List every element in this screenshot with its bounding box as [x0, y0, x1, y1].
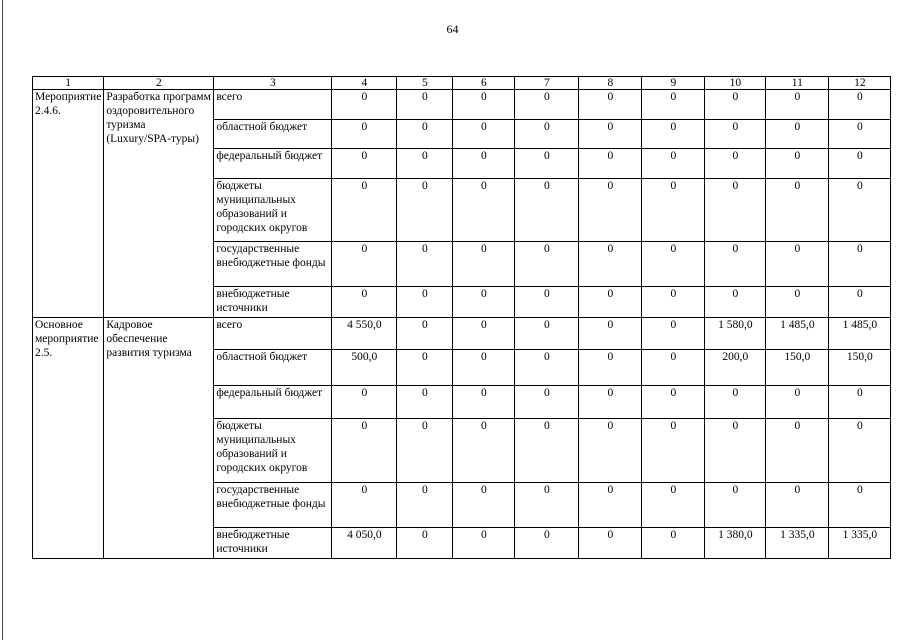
column-header: 10	[705, 77, 766, 90]
funding-source: федеральный бюджет	[214, 386, 332, 419]
value-cell: 0	[642, 179, 705, 242]
funding-source: федеральный бюджет	[214, 149, 332, 179]
value-cell: 0	[579, 179, 642, 242]
value-cell: 0	[515, 149, 579, 179]
value-cell: 0	[829, 149, 891, 179]
funding-source: государственные внебюджетные фонды	[214, 483, 332, 528]
value-cell: 0	[453, 483, 515, 528]
value-cell: 0	[705, 179, 766, 242]
value-cell: 0	[515, 528, 579, 559]
funding-source: областной бюджет	[214, 120, 332, 149]
column-header: 8	[579, 77, 642, 90]
funding-source: всего	[214, 318, 332, 350]
column-header: 2	[104, 77, 214, 90]
value-cell: 0	[642, 90, 705, 120]
column-header: 6	[453, 77, 515, 90]
value-cell: 0	[766, 287, 829, 318]
value-cell: 0	[579, 528, 642, 559]
value-cell: 0	[766, 242, 829, 287]
value-cell: 0	[332, 120, 397, 149]
funding-source: государственные внебюджетные фонды	[214, 242, 332, 287]
value-cell: 0	[829, 419, 891, 483]
value-cell: 0	[579, 350, 642, 386]
funding-source: бюджеты муниципальных образований и городских округов	[214, 419, 332, 483]
value-cell: 0	[829, 120, 891, 149]
value-cell: 0	[453, 90, 515, 120]
value-cell: 0	[397, 350, 453, 386]
value-cell: 0	[829, 90, 891, 120]
value-cell: 4 550,0	[332, 318, 397, 350]
value-cell: 0	[453, 528, 515, 559]
page-left-edge	[2, 0, 3, 640]
value-cell: 0	[579, 386, 642, 419]
value-cell: 0	[397, 419, 453, 483]
value-cell: 0	[766, 386, 829, 419]
measure-code: Основное мероприятие 2.5.	[33, 318, 104, 559]
value-cell: 0	[453, 242, 515, 287]
measure-code: Мероприятие 2.4.6.	[33, 90, 104, 318]
value-cell: 0	[453, 179, 515, 242]
value-cell: 0	[579, 483, 642, 528]
value-cell: 0	[453, 419, 515, 483]
value-cell: 0	[332, 386, 397, 419]
value-cell: 0	[642, 318, 705, 350]
value-cell: 0	[766, 483, 829, 528]
value-cell: 0	[397, 318, 453, 350]
value-cell: 1 485,0	[766, 318, 829, 350]
value-cell: 0	[829, 287, 891, 318]
value-cell: 0	[453, 350, 515, 386]
value-cell: 500,0	[332, 350, 397, 386]
column-header: 1	[33, 77, 104, 90]
value-cell: 0	[515, 483, 579, 528]
value-cell: 0	[332, 483, 397, 528]
funding-source: внебюджетные источники	[214, 528, 332, 559]
value-cell: 0	[397, 528, 453, 559]
measure-name: Кадровое обеспечение развития туризма	[104, 318, 214, 559]
value-cell: 0	[515, 350, 579, 386]
value-cell: 0	[642, 149, 705, 179]
value-cell: 0	[453, 149, 515, 179]
value-cell: 1 380,0	[705, 528, 766, 559]
value-cell: 0	[705, 386, 766, 419]
value-cell: 0	[766, 419, 829, 483]
value-cell: 0	[829, 242, 891, 287]
funding-source: бюджеты муниципальных образований и городских округов	[214, 179, 332, 242]
value-cell: 0	[397, 242, 453, 287]
value-cell: 0	[397, 386, 453, 419]
value-cell: 0	[453, 287, 515, 318]
value-cell: 0	[705, 149, 766, 179]
value-cell: 0	[766, 120, 829, 149]
budget-table	[32, 76, 891, 559]
value-cell: 0	[332, 149, 397, 179]
value-cell: 0	[579, 287, 642, 318]
value-cell: 0	[515, 419, 579, 483]
value-cell: 0	[397, 179, 453, 242]
value-cell: 0	[705, 242, 766, 287]
value-cell: 0	[642, 242, 705, 287]
value-cell: 0	[705, 120, 766, 149]
value-cell: 0	[829, 386, 891, 419]
value-cell: 0	[453, 120, 515, 149]
value-cell: 0	[515, 386, 579, 419]
value-cell: 0	[397, 90, 453, 120]
value-cell: 0	[515, 90, 579, 120]
table-row	[33, 318, 891, 350]
column-header: 3	[214, 77, 332, 90]
value-cell: 0	[453, 318, 515, 350]
value-cell: 0	[579, 90, 642, 120]
page-number: 64	[446, 22, 459, 36]
column-header: 7	[515, 77, 579, 90]
value-cell: 0	[642, 483, 705, 528]
value-cell: 0	[579, 419, 642, 483]
value-cell: 0	[515, 120, 579, 149]
value-cell: 0	[705, 90, 766, 120]
value-cell: 150,0	[829, 350, 891, 386]
value-cell: 0	[579, 120, 642, 149]
value-cell: 0	[515, 318, 579, 350]
column-header: 11	[766, 77, 829, 90]
value-cell: 0	[397, 120, 453, 149]
value-cell: 0	[579, 149, 642, 179]
value-cell: 200,0	[705, 350, 766, 386]
value-cell: 0	[642, 386, 705, 419]
value-cell: 0	[705, 483, 766, 528]
value-cell: 0	[515, 287, 579, 318]
funding-source: всего	[214, 90, 332, 120]
value-cell: 0	[332, 287, 397, 318]
measure-name: Разработка программ оздоровительного туризма (Luxury/SPA-туры)	[104, 90, 214, 318]
value-cell: 1 335,0	[766, 528, 829, 559]
value-cell: 0	[705, 287, 766, 318]
value-cell: 0	[397, 483, 453, 528]
column-number-row	[33, 77, 891, 90]
value-cell: 0	[642, 419, 705, 483]
value-cell: 0	[766, 149, 829, 179]
value-cell: 1 580,0	[705, 318, 766, 350]
funding-source: областной бюджет	[214, 350, 332, 386]
value-cell: 0	[829, 483, 891, 528]
value-cell: 0	[579, 318, 642, 350]
value-cell: 0	[642, 287, 705, 318]
value-cell: 0	[397, 287, 453, 318]
table-row	[33, 90, 891, 120]
value-cell: 0	[397, 149, 453, 179]
value-cell: 0	[332, 90, 397, 120]
value-cell: 0	[642, 528, 705, 559]
value-cell: 0	[642, 120, 705, 149]
column-header: 9	[642, 77, 705, 90]
column-header: 12	[829, 77, 891, 90]
value-cell: 0	[642, 350, 705, 386]
value-cell: 0	[515, 179, 579, 242]
value-cell: 0	[766, 90, 829, 120]
value-cell: 0	[332, 242, 397, 287]
value-cell: 0	[332, 419, 397, 483]
value-cell: 150,0	[766, 350, 829, 386]
value-cell: 0	[579, 242, 642, 287]
value-cell: 1 485,0	[829, 318, 891, 350]
value-cell: 1 335,0	[829, 528, 891, 559]
value-cell: 0	[332, 179, 397, 242]
value-cell: 0	[705, 419, 766, 483]
value-cell: 0	[829, 179, 891, 242]
value-cell: 4 050,0	[332, 528, 397, 559]
column-header: 4	[332, 77, 397, 90]
value-cell: 0	[766, 179, 829, 242]
value-cell: 0	[515, 242, 579, 287]
value-cell: 0	[453, 386, 515, 419]
column-header: 5	[397, 77, 453, 90]
funding-source: внебюджетные источники	[214, 287, 332, 318]
